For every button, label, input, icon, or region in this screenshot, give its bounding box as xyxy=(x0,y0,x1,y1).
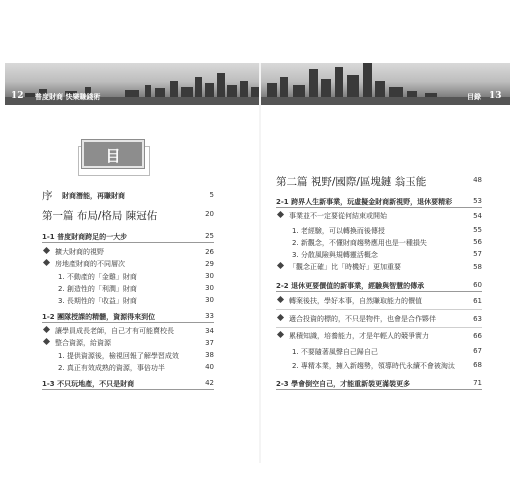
toc-entry: 讓學員成長老師，自己才有可能賣校長 xyxy=(44,326,174,336)
toc-page: 61 xyxy=(473,297,482,305)
diamond-bullet-icon xyxy=(277,262,284,269)
toc-page: 68 xyxy=(473,361,482,369)
toc-page: 37 xyxy=(205,339,214,347)
toc-entry: 2. 真正有效成熟的資源，事倍功半 xyxy=(58,364,165,372)
toc-page: 33 xyxy=(205,312,214,320)
toc-page: 71 xyxy=(473,379,482,387)
toc-section: 2-1 跨界人生新事業，玩虛擬金財商新視野，退休要精彩 xyxy=(276,198,453,206)
section-divider xyxy=(276,389,482,390)
toc-entry: 3. 長期性的「收益」財商 xyxy=(58,297,137,305)
toc-page: 58 xyxy=(473,263,482,271)
page-spine xyxy=(259,63,261,463)
toc-entry: 房地產財商的不同層次 xyxy=(44,259,125,269)
part1-page: 20 xyxy=(205,210,214,218)
diamond-bullet-icon xyxy=(43,259,50,266)
toc-entry: 擴大財商的視野 xyxy=(44,247,104,257)
toc-entry: 適合投資的標的，不只是物件，也會是合作夥伴 xyxy=(278,314,436,324)
toc-page: 30 xyxy=(205,296,214,304)
right-running-title: 目錄 xyxy=(467,93,481,101)
toc-section: 1-2 團隊授課的精髓，資源得來到位 xyxy=(42,313,156,321)
section-divider xyxy=(276,291,482,292)
toc-section: 1-3 不只玩地產，不只是財商 xyxy=(42,380,135,388)
toc-entry: 2. 創造性的「利潤」財商 xyxy=(58,285,137,293)
diamond-bullet-icon xyxy=(277,296,284,303)
diamond-bullet-icon xyxy=(43,338,50,345)
part2-title: 第二篇 視野/國際/區塊鏈 翁玉能 xyxy=(276,176,427,188)
toc-page: 38 xyxy=(205,351,214,359)
diamond-bullet-icon xyxy=(277,211,284,218)
toc-page: 30 xyxy=(205,284,214,292)
toc-entry: 1. 不要隨著風聲自己歸自己 xyxy=(292,348,378,356)
preface-title: 財商潛能，再賺財商 xyxy=(62,192,125,200)
toc-entry: 事業並不一定要從何結束或開始 xyxy=(278,211,387,221)
left-running-title: 普度財商 快樂賺錢術 xyxy=(35,93,101,101)
toc-page: 25 xyxy=(205,232,214,240)
toc-entry: 「觀念正確」比「時機好」更加重要 xyxy=(278,262,401,272)
section-divider xyxy=(42,242,214,243)
section-divider xyxy=(42,322,214,323)
toc-page: 26 xyxy=(205,248,214,256)
toc-entry: 1. 老經驗，可以轉換而後傳授 xyxy=(292,227,385,235)
part1-title: 第一篇 布局/格局 陳冠佑 xyxy=(42,210,158,222)
toc-page: 66 xyxy=(473,332,482,340)
toc-heading: 目 錄 xyxy=(82,140,144,168)
toc-entry: 轉案後扶，學好本事，自然賺取能力的價值 xyxy=(278,296,422,306)
toc-page: 30 xyxy=(205,272,214,280)
toc-page: 63 xyxy=(473,315,482,323)
toc-entry: 2. 專精本業，擁入新趨勢，領導時代永續不會被淘汰 xyxy=(292,362,455,370)
preface-page: 5 xyxy=(209,191,214,199)
toc-page: 55 xyxy=(473,226,482,234)
toc-page: 57 xyxy=(473,250,482,258)
diamond-bullet-icon xyxy=(277,331,284,338)
diamond-bullet-icon xyxy=(43,247,50,254)
toc-page: 60 xyxy=(473,281,482,289)
toc-page: 53 xyxy=(473,197,482,205)
diamond-bullet-icon xyxy=(277,314,284,321)
preface-label: 序 xyxy=(42,190,53,202)
toc-page: 29 xyxy=(205,260,214,268)
toc-page: 42 xyxy=(205,379,214,387)
part2-page: 48 xyxy=(473,176,482,184)
toc-page: 54 xyxy=(473,212,482,220)
left-page-number: 12 xyxy=(11,91,24,101)
toc-entry: 1. 提供資源後，檢視回報了解學習成效 xyxy=(58,352,179,360)
section-divider xyxy=(42,389,214,390)
toc-section: 2-2 退休更要價值的新事業，經驗與智慧的傳承 xyxy=(276,282,425,290)
toc-page: 34 xyxy=(205,327,214,335)
entry-divider xyxy=(276,309,482,310)
entry-divider xyxy=(276,327,482,328)
right-page-number: 13 xyxy=(489,91,502,101)
toc-page: 67 xyxy=(473,347,482,355)
toc-section: 2-3 學會倒空自己，才能重新裝更滿裝更多 xyxy=(276,380,411,388)
toc-entry: 1. 不動產的「金雞」財商 xyxy=(58,273,137,281)
toc-page: 40 xyxy=(205,363,214,371)
toc-section: 1-1 普度財商跨足的一大步 xyxy=(42,233,128,241)
header-banner xyxy=(5,63,510,105)
toc-entry: 3. 分散風險與規轉靈活概念 xyxy=(292,251,378,259)
diamond-bullet-icon xyxy=(43,326,50,333)
section-divider xyxy=(276,207,482,208)
toc-page: 56 xyxy=(473,238,482,246)
toc-entry: 累積知識，培養能力，才是年輕人的競爭實力 xyxy=(278,331,429,341)
toc-entry: 整合資源，給資源 xyxy=(44,338,111,348)
toc-entry: 2. 新觀念，不懂財商趨勢應用也是一種損失 xyxy=(292,239,427,247)
